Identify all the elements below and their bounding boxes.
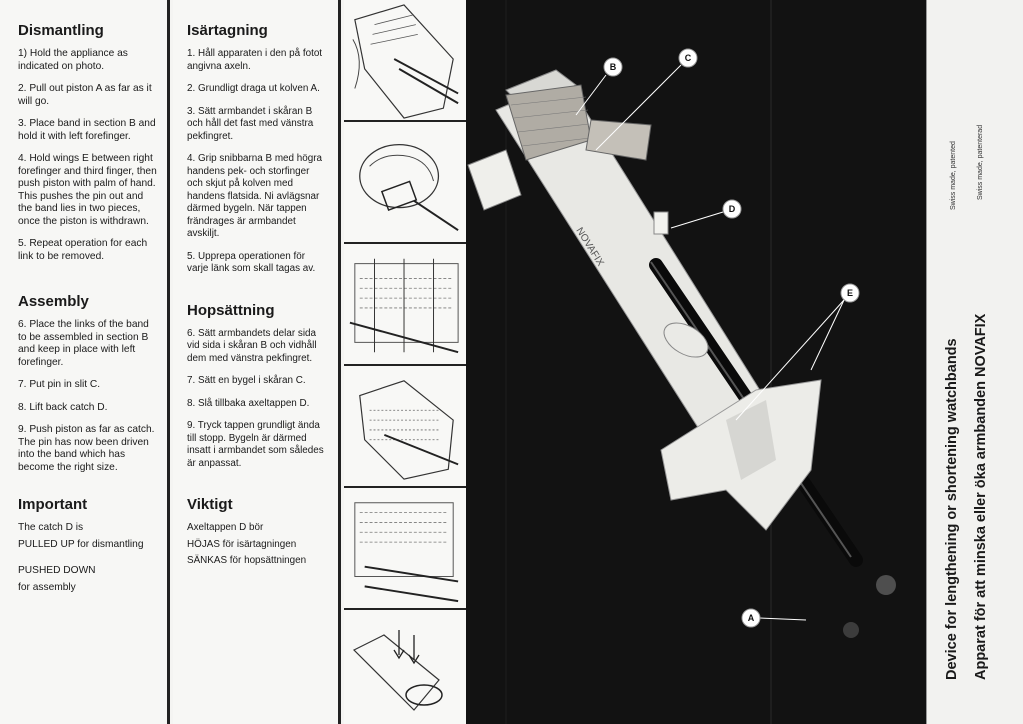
important-line-1: The catch D is <box>18 522 84 533</box>
dismantling-step-4: 4. Hold wings E between right forefinger and third finger, then push piston with palm of hand. This pushes the pin out and the band lies in two pieces, once the piston is withdrawn. <box>18 153 157 227</box>
svg-text:E: E <box>846 288 854 298</box>
label-d <box>671 200 741 228</box>
title-swedish: Apparat för att minska eller öka armbanden NOVAFIX <box>973 313 989 680</box>
isartagning-step-1: 1. Håll apparaten i den på fotot angivna axeln. <box>187 48 323 72</box>
svg-text:D: D <box>728 204 736 214</box>
illustration-step-6 <box>344 610 466 724</box>
catch-d <box>654 212 668 234</box>
illustration-strip <box>344 0 466 724</box>
dismantling-step-5: 5. Repeat operation for each link to be removed. <box>18 238 148 262</box>
swedish-instructions <box>173 0 341 724</box>
important-line-3: PUSHED DOWN <box>18 565 96 576</box>
viktigt-line-1: Axeltappen D bör <box>187 522 264 533</box>
illustration-step-2 <box>344 122 466 244</box>
isartagning-step-3: 3. Sätt armbandet i skåran B och håll det fast med vänstra pekfingret. <box>187 105 314 142</box>
made-note-english: Swiss made, patented <box>950 141 957 210</box>
svg-text:C: C <box>684 53 692 63</box>
viktigt-heading: Viktigt <box>187 496 233 513</box>
hopsattning-step-9: 9. Tryck tappen grundligt ända till stopp. Bygeln är därmed insatt i armbandet som således är anpassat. <box>187 420 324 469</box>
device-photo <box>466 0 926 724</box>
isartagning-heading: Isärtagning <box>187 22 268 39</box>
assembly-step-6: 6. Place the links of the band to be assembled in section B and keep in place with left forefinger. <box>18 319 149 368</box>
viktigt-line-2: HÖJAS för isärtagningen <box>187 538 297 550</box>
hopsattning-step-6: 6. Sätt armbandets delar sida vid sida i skåran B och vidhåll dem med vänstra pekfingret. <box>187 327 317 364</box>
viktigt-line-3: SÄNKAS för hopsättningen <box>187 555 307 566</box>
svg-text:A: A <box>747 613 755 623</box>
english-instructions <box>0 0 170 724</box>
illustration-step-1 <box>344 0 466 122</box>
illustration-step-4 <box>344 366 466 488</box>
assembly-heading: Assembly <box>18 293 89 310</box>
isartagning-step-5: 5. Upprepa operationen för varje länk som skall tagas av. <box>187 250 316 274</box>
label-a <box>742 609 806 627</box>
assembly-step-8: 8. Lift back catch D. <box>18 401 108 413</box>
svg-text:B: B <box>609 62 617 72</box>
hopsattning-step-7: 7. Sätt en bygel i skåran C. <box>187 375 306 386</box>
isartagning-step-4: 4. Grip snibbarna B med högra handens pek- och storfinger och skjut på kolven med handens flatsida. Ni avlägsnar därmed bygeln. När tappen frändrages är armbandet avskiljt. <box>187 153 323 239</box>
label-b <box>576 58 622 115</box>
assembly-step-9: 9. Push piston as far as catch. The pin has now been driven into the band which has become the right size. <box>18 424 155 473</box>
hopsattning-step-8: 8. Slå tillbaka axeltappen D. <box>187 397 310 409</box>
important-heading: Important <box>18 496 88 513</box>
hopsattning-heading: Hopsättning <box>187 301 275 319</box>
dismantling-step-1: 1) Hold the appliance as indicated on photo. <box>18 48 128 72</box>
assembly-step-7: 7. Put pin in slit C. <box>18 379 101 390</box>
isartagning-step-2: 2. Grundligt draga ut kolven A. <box>187 83 320 94</box>
important-line-4: for assembly <box>18 581 76 593</box>
illustration-step-5 <box>344 488 466 610</box>
device-brand-print: NOVAFIX <box>573 225 606 269</box>
important-line-2: PULLED UP for dismantling <box>18 538 144 550</box>
made-note-swedish: Swiss made, patenterad <box>977 124 984 200</box>
dismantling-step-2: 2. Pull out piston A as far as it will go. <box>18 83 152 107</box>
title-english: Device for lengthening or shortening watchbands <box>944 338 960 680</box>
dismantling-heading: Dismantling <box>18 22 104 39</box>
dismantling-step-3: 3. Place band in section B and hold it with left forefinger. <box>18 118 156 142</box>
illustration-step-3 <box>344 244 466 366</box>
